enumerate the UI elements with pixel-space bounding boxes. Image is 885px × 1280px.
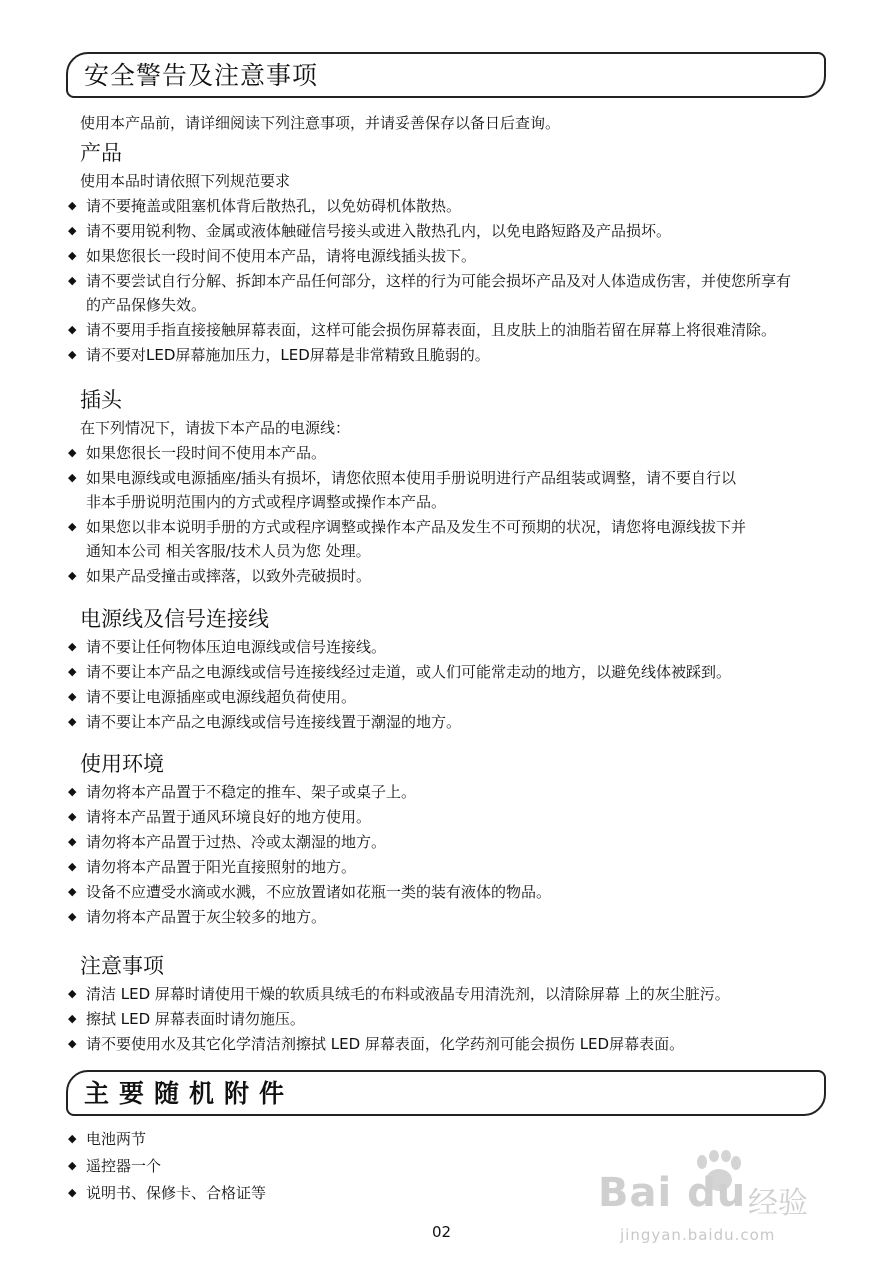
list-item: 请勿将本产品置于灰尘较多的地方。 (86, 908, 327, 926)
baidu-watermark (598, 1140, 828, 1250)
bullet-diamond-icon: ◆ (68, 1132, 77, 1145)
bullet-diamond-icon: ◆ (68, 1159, 77, 1172)
bullet-diamond-icon: ◆ (68, 199, 77, 212)
list-item: 如果产品受撞击或摔落，以致外壳破损时。 (86, 567, 372, 585)
safety-header-box (66, 52, 826, 98)
bullet-diamond-icon: ◆ (68, 446, 77, 459)
list-item: 请勿将本产品置于阳光直接照射的地方。 (86, 858, 357, 876)
list-item: 的产品保修失效。 (86, 296, 207, 314)
bullet-diamond-icon: ◆ (68, 520, 77, 533)
bullet-diamond-icon: ◆ (68, 348, 77, 361)
bullet-diamond-icon: ◆ (68, 785, 77, 798)
list-item: 请不要掩盖或阻塞机体背后散热孔，以免妨碍机体散热。 (86, 197, 462, 215)
bullet-diamond-icon: ◆ (68, 665, 77, 678)
list-item: 请不要让任何物体压迫电源线或信号连接线。 (86, 638, 387, 656)
accessory-item: 说明书、保修卡、合格证等 (86, 1184, 267, 1202)
accessory-item: 电池两节 (86, 1130, 147, 1148)
bullet-diamond-icon: ◆ (68, 910, 77, 923)
page-number: 02 (432, 1223, 452, 1241)
bullet-diamond-icon: ◆ (68, 715, 77, 728)
section-title: 注意事项 (80, 954, 164, 978)
bullet-diamond-icon: ◆ (68, 1037, 77, 1050)
bullet-diamond-icon: ◆ (68, 1186, 77, 1199)
list-item: 通知本公司 相关客服/技术人员为您 处理。 (86, 542, 371, 560)
section-title: 产品 (80, 141, 122, 165)
bullet-diamond-icon: ◆ (68, 835, 77, 848)
section-lead: 使用本品时请依照下列规范要求 (80, 172, 291, 190)
list-item: 擦拭 LED 屏幕表面时请勿施压。 (86, 1010, 305, 1028)
bullet-diamond-icon: ◆ (68, 987, 77, 1000)
list-item: 请不要让本产品之电源线或信号连接线经过走道，或人们可能常走动的地方，以避免线体被踩到。 (86, 663, 732, 681)
list-item: 请不要用锐利物、金属或液体触碰信号接头或进入散热孔内，以免电路短路及产品损坏。 (86, 222, 672, 240)
bullet-diamond-icon: ◆ (68, 471, 77, 484)
list-item: 如果您以非本说明手册的方式或程序调整或操作本产品及发生不可预期的状况，请您将电源线拔下并 (86, 518, 747, 536)
watermark-cn: 经验 (748, 1186, 808, 1221)
list-item: 请不要尝试自行分解、拆卸本产品任何部分，这样的行为可能会损坏产品及对人体造成伤害，并使您所享有 (86, 272, 792, 290)
list-item: 请不要让电源插座或电源线超负荷使用。 (86, 688, 357, 706)
list-item: 请不要用手指直接接触屏幕表面，这样可能会损伤屏幕表面，且皮肤上的油脂若留在屏幕上将很难清除。 (86, 321, 777, 339)
section-title: 插头 (80, 388, 122, 412)
list-item: 设备不应遭受水滴或水溅，不应放置诸如花瓶一类的装有液体的物品。 (86, 883, 552, 901)
bullet-diamond-icon: ◆ (68, 323, 77, 336)
list-item: 清洁 LED 屏幕时请使用干燥的软质具绒毛的布料或液晶专用清洗剂，以清除屏幕 上的灰尘脏污。 (86, 985, 730, 1003)
list-item: 请不要使用水及其它化学清洁剂擦拭 LED 屏幕表面，化学药剂可能会损伤 LED屏幕表面。 (86, 1035, 685, 1053)
intro-text: 使用本产品前，请详细阅读下列注意事项，并请妥善保存以备日后查询。 (80, 114, 561, 132)
bullet-diamond-icon: ◆ (68, 690, 77, 703)
watermark-url: jingyan.baidu.com (620, 1226, 776, 1244)
list-item: 请勿将本产品置于不稳定的推车、架子或桌子上。 (86, 783, 417, 801)
bullet-diamond-icon: ◆ (68, 224, 77, 237)
list-item: 请不要对LED屏幕施加压力，LED屏幕是非常精致且脆弱的。 (86, 346, 490, 364)
bullet-diamond-icon: ◆ (68, 274, 77, 287)
bullet-diamond-icon: ◆ (68, 860, 77, 873)
accessories-header-title: 主要随机附件 (84, 1079, 295, 1108)
list-item: 请将本产品置于通风环境良好的地方使用。 (86, 808, 372, 826)
accessories-header-box (66, 1070, 826, 1116)
section-title: 使用环境 (80, 752, 164, 776)
bullet-diamond-icon: ◆ (68, 885, 77, 898)
accessory-item: 遥控器一个 (86, 1157, 162, 1175)
section-title: 电源线及信号连接线 (80, 607, 269, 631)
section-lead: 在下列情况下，请拔下本产品的电源线： (80, 419, 351, 437)
list-item: 如果您很长一段时间不使用本产品，请将电源线插头拔下。 (86, 247, 477, 265)
bullet-diamond-icon: ◆ (68, 249, 77, 262)
bullet-diamond-icon: ◆ (68, 1012, 77, 1025)
list-item: 如果电源线或电源插座/插头有损坏，请您依照本使用手册说明进行产品组装或调整，请不要自行以 (86, 469, 737, 487)
safety-header-title: 安全警告及注意事项 (84, 61, 319, 90)
bullet-diamond-icon: ◆ (68, 569, 77, 582)
list-item: 请不要让本产品之电源线或信号连接线置于潮湿的地方。 (86, 713, 462, 731)
bullet-diamond-icon: ◆ (68, 810, 77, 823)
list-item: 请勿将本产品置于过热、冷或太潮湿的地方。 (86, 833, 387, 851)
bullet-diamond-icon: ◆ (68, 640, 77, 653)
list-item: 非本手册说明范围内的方式或程序调整或操作本产品。 (86, 493, 447, 511)
list-item: 如果您很长一段时间不使用本产品。 (86, 444, 327, 462)
watermark-brand: Bai du (598, 1170, 747, 1216)
